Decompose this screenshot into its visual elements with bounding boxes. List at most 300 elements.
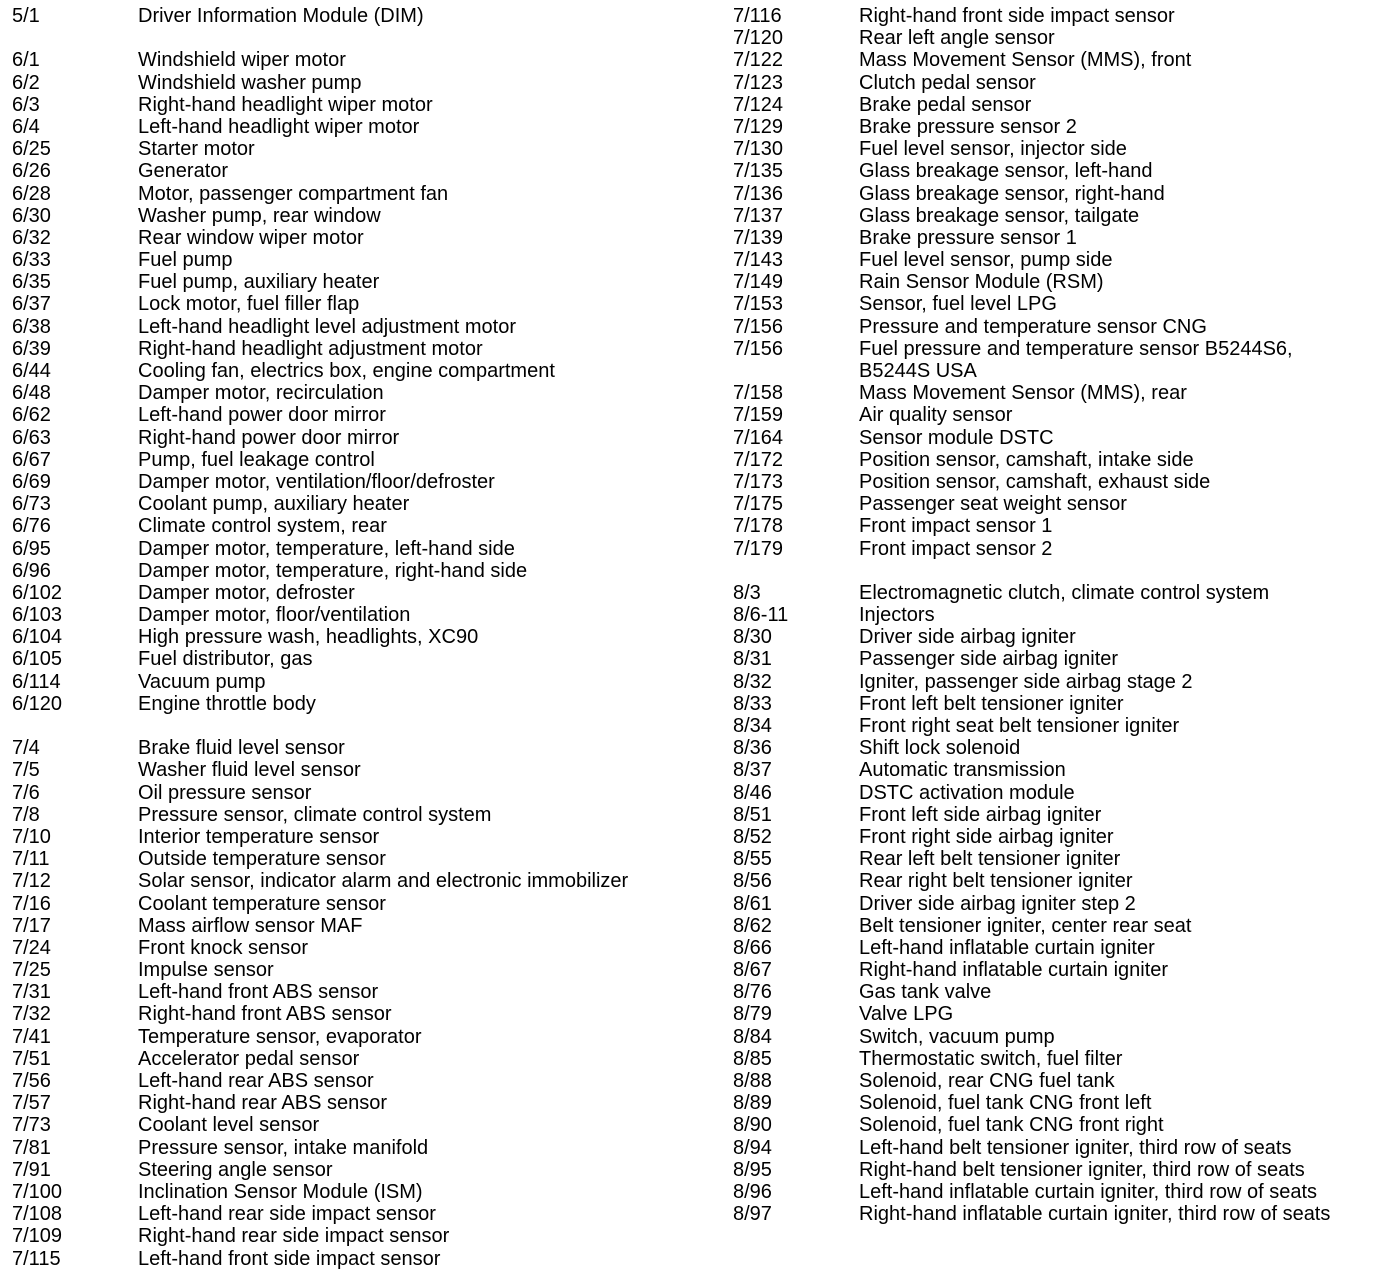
component-row <box>733 1203 1383 1225</box>
section-gap <box>12 27 712 49</box>
component-row <box>12 382 712 404</box>
component-row <box>733 227 1383 249</box>
component-row <box>733 937 1383 959</box>
component-code: 6/26 <box>12 160 51 183</box>
component-code: 7/56 <box>12 1070 51 1092</box>
component-description: Accelerator pedal sensor <box>138 1047 360 1070</box>
component-row <box>733 782 1383 804</box>
component-code: 7/57 <box>12 1092 51 1115</box>
component-description: Damper motor, temperature, left-hand side <box>138 537 515 560</box>
component-row <box>733 538 1383 560</box>
component-code: 7/156 <box>733 337 784 360</box>
component-row <box>733 1114 1383 1136</box>
component-code: 7/123 <box>733 71 784 94</box>
component-row <box>12 1159 712 1181</box>
component-description: Damper motor, defroster <box>138 581 355 604</box>
component-description: Front left belt tensioner igniter <box>859 692 1124 715</box>
component-code: 8/34 <box>733 715 772 738</box>
component-description: Driver side airbag igniter step 2 <box>859 892 1136 915</box>
component-description: Washer fluid level sensor <box>138 759 361 782</box>
component-row <box>733 1092 1383 1114</box>
right-component-list <box>733 5 1383 1225</box>
component-code: 8/31 <box>733 648 772 671</box>
component-description: Glass breakage sensor, tailgate <box>859 204 1140 227</box>
component-row <box>12 1114 712 1136</box>
component-description: Rear window wiper motor <box>138 226 364 249</box>
component-row <box>733 404 1383 426</box>
component-code: 7/137 <box>733 204 784 227</box>
component-description: Lock motor, fuel filler flap <box>138 293 360 316</box>
component-description: Coolant pump, auxiliary heater <box>138 493 410 516</box>
component-description: Passenger side airbag igniter <box>859 648 1119 671</box>
component-description: Right-hand headlight wiper motor <box>138 93 433 116</box>
component-row <box>12 138 712 160</box>
component-description: Right-hand belt tensioner igniter, third row of seats <box>859 1158 1305 1181</box>
component-code: 6/39 <box>12 337 51 360</box>
component-row <box>12 49 712 71</box>
component-row <box>12 1092 712 1114</box>
component-description: Right-hand rear ABS sensor <box>138 1092 388 1115</box>
component-code: 7/4 <box>12 737 40 760</box>
component-row <box>12 94 712 116</box>
component-description: Front left side airbag igniter <box>859 803 1102 826</box>
component-row <box>12 782 712 804</box>
component-code: 6/76 <box>12 515 51 538</box>
component-row <box>733 183 1383 205</box>
component-code: 7/156 <box>733 315 784 338</box>
component-row <box>12 493 712 515</box>
component-row <box>733 72 1383 94</box>
component-code: 8/55 <box>733 848 772 871</box>
component-code: 7/172 <box>733 448 784 471</box>
component-description: Position sensor, camshaft, exhaust side <box>859 470 1211 493</box>
component-row <box>12 981 712 1003</box>
component-row <box>12 360 712 382</box>
component-description: Fuel level sensor, injector side <box>859 138 1127 161</box>
component-code: 5/1 <box>12 5 40 27</box>
component-description: Rain Sensor Module (RSM) <box>859 271 1104 294</box>
component-code: 7/173 <box>733 470 784 493</box>
component-code: 6/67 <box>12 448 51 471</box>
component-description: Rear right belt tensioner igniter <box>859 870 1133 893</box>
component-row <box>12 538 712 560</box>
component-code: 8/56 <box>733 870 772 893</box>
component-code: 6/63 <box>12 426 51 449</box>
component-row <box>733 1159 1383 1181</box>
component-description: Left-hand front ABS sensor <box>138 981 379 1004</box>
component-description: Brake fluid level sensor <box>138 737 345 760</box>
component-row <box>12 1048 712 1070</box>
component-description: Climate control system, rear <box>138 515 387 538</box>
component-code: 7/164 <box>733 426 784 449</box>
component-row <box>12 560 712 582</box>
component-code: 6/1 <box>12 49 40 72</box>
component-row <box>733 160 1383 182</box>
component-description: Right-hand front side impact sensor <box>859 5 1175 27</box>
component-description: Pressure and temperature sensor CNG <box>859 315 1207 338</box>
component-description: Left-hand front side impact sensor <box>138 1247 441 1270</box>
component-code: 6/30 <box>12 204 51 227</box>
component-row <box>733 759 1383 781</box>
component-code: 6/104 <box>12 626 63 649</box>
component-row <box>733 870 1383 892</box>
component-row <box>733 316 1383 338</box>
component-code: 8/52 <box>733 825 772 848</box>
component-row <box>733 893 1383 915</box>
component-description: Engine throttle body <box>138 692 316 715</box>
component-description: Starter motor <box>138 138 255 161</box>
component-row <box>12 1026 712 1048</box>
component-code: 8/90 <box>733 1114 772 1137</box>
component-code: 8/62 <box>733 914 772 937</box>
component-description: Mass airflow sensor MAF <box>138 914 363 937</box>
component-description: DSTC activation module <box>859 781 1075 804</box>
component-code: 7/149 <box>733 271 784 294</box>
component-code: 8/3 <box>733 581 761 604</box>
component-row <box>12 959 712 981</box>
component-row <box>12 737 712 759</box>
component-row <box>733 1070 1383 1092</box>
component-code: 8/88 <box>733 1070 772 1093</box>
component-row <box>12 449 712 471</box>
component-code: 7/178 <box>733 515 784 538</box>
component-description: Brake pressure sensor 2 <box>859 115 1077 138</box>
component-row <box>733 27 1383 49</box>
component-row <box>12 249 712 271</box>
component-code: 6/73 <box>12 493 51 516</box>
component-code: 7/16 <box>12 892 51 915</box>
component-description: Belt tensioner igniter, center rear seat <box>859 914 1192 937</box>
component-code: 7/8 <box>12 803 40 826</box>
component-description: Fuel pump, auxiliary heater <box>138 271 380 294</box>
component-code: 7/158 <box>733 382 784 405</box>
component-description: Washer pump, rear window <box>138 204 381 227</box>
component-description: Right-hand front ABS sensor <box>138 1003 392 1026</box>
component-row <box>12 848 712 870</box>
component-code: 6/37 <box>12 293 51 316</box>
component-code: 8/36 <box>733 737 772 760</box>
component-code: 7/136 <box>733 182 784 205</box>
component-description: Oil pressure sensor <box>138 781 312 804</box>
component-description: Inclination Sensor Module (ISM) <box>138 1180 423 1203</box>
component-description: Generator <box>138 160 229 183</box>
component-code: 7/135 <box>733 160 784 183</box>
component-code: 8/79 <box>733 1003 772 1026</box>
component-description: Cooling fan, electrics box, engine compartment <box>138 360 555 382</box>
component-row <box>733 981 1383 1003</box>
component-code: 7/51 <box>12 1047 51 1070</box>
component-code: 7/100 <box>12 1180 63 1203</box>
component-code: 8/32 <box>733 670 772 693</box>
component-code: 6/96 <box>12 559 51 582</box>
component-description: Clutch pedal sensor <box>859 71 1036 94</box>
component-code: 7/116 <box>733 5 782 27</box>
component-code: 7/6 <box>12 781 40 804</box>
component-code: 8/89 <box>733 1092 772 1115</box>
component-code: 7/175 <box>733 493 784 516</box>
component-description: Outside temperature sensor <box>138 848 386 871</box>
component-code: 8/66 <box>733 936 772 959</box>
component-description: Damper motor, ventilation/floor/defroster <box>138 470 495 493</box>
component-description: Impulse sensor <box>138 959 274 982</box>
component-row <box>12 293 712 315</box>
component-code: 7/159 <box>733 404 784 427</box>
component-code: 6/25 <box>12 138 51 161</box>
component-description: Igniter, passenger side airbag stage 2 <box>859 670 1193 693</box>
component-description: Sensor module DSTC <box>859 426 1054 449</box>
component-row <box>733 715 1383 737</box>
component-description: Driver Information Module (DIM) <box>138 5 424 27</box>
component-row <box>733 1003 1383 1025</box>
component-row <box>733 116 1383 138</box>
component-description: Windshield washer pump <box>138 71 362 94</box>
component-code: 7/25 <box>12 959 51 982</box>
component-code: 8/37 <box>733 759 772 782</box>
component-description: Interior temperature sensor <box>138 825 380 848</box>
component-row <box>733 1137 1383 1159</box>
component-description: Left-hand headlight level adjustment motor <box>138 315 517 338</box>
component-code: 6/32 <box>12 226 51 249</box>
component-row <box>12 515 712 537</box>
component-row <box>12 160 712 182</box>
component-code: 7/17 <box>12 914 51 937</box>
component-code: 8/95 <box>733 1158 772 1181</box>
component-row <box>733 515 1383 537</box>
component-row <box>12 604 712 626</box>
component-description: Left-hand rear side impact sensor <box>138 1203 436 1226</box>
component-description: Brake pressure sensor 1 <box>859 226 1077 249</box>
component-row <box>12 804 712 826</box>
component-description: Driver side airbag igniter <box>859 626 1076 649</box>
component-description: Front right side airbag igniter <box>859 825 1114 848</box>
component-code: 7/41 <box>12 1025 51 1048</box>
component-code: 6/62 <box>12 404 51 427</box>
component-description: Right-hand rear side impact sensor <box>138 1225 450 1248</box>
component-code: 8/97 <box>733 1203 772 1226</box>
component-code: 8/33 <box>733 692 772 715</box>
component-row <box>733 915 1383 937</box>
component-row <box>733 271 1383 293</box>
component-row <box>12 72 712 94</box>
component-code: 7/12 <box>12 870 51 893</box>
component-code: 7/81 <box>12 1136 51 1159</box>
component-row <box>12 870 712 892</box>
component-description: Windshield wiper motor <box>138 49 346 72</box>
component-row <box>12 582 712 604</box>
component-row <box>12 427 712 449</box>
component-row <box>733 94 1383 116</box>
component-row <box>733 471 1383 493</box>
component-row <box>733 582 1383 604</box>
component-description: Switch, vacuum pump <box>859 1025 1055 1048</box>
component-code: 7/115 <box>12 1247 61 1270</box>
component-code: 6/114 <box>12 670 61 693</box>
component-code: 7/24 <box>12 936 51 959</box>
component-row <box>733 338 1383 382</box>
component-row <box>12 693 712 715</box>
component-description: Solenoid, fuel tank CNG front left <box>859 1092 1152 1115</box>
component-description: Left-hand belt tensioner igniter, third row of seats <box>859 1136 1292 1159</box>
component-description: Rear left angle sensor <box>859 27 1055 50</box>
component-description: Shift lock solenoid <box>859 737 1021 760</box>
component-description: Brake pedal sensor <box>859 93 1032 116</box>
component-row <box>12 5 712 27</box>
component-description: Coolant temperature sensor <box>138 892 386 915</box>
component-description: Front right seat belt tensioner igniter <box>859 715 1180 738</box>
component-description: Fuel distributor, gas <box>138 648 313 671</box>
component-code: 7/130 <box>733 138 784 161</box>
component-code: 7/139 <box>733 226 784 249</box>
component-code: 6/103 <box>12 604 63 627</box>
component-code: 8/30 <box>733 626 772 649</box>
component-description: Electromagnetic clutch, climate control system <box>859 581 1270 604</box>
component-row <box>733 382 1383 404</box>
component-row <box>12 183 712 205</box>
component-code: 7/122 <box>733 49 784 72</box>
component-description: Solar sensor, indicator alarm and electronic immobilizer <box>138 870 629 893</box>
component-description: Left-hand headlight wiper motor <box>138 115 420 138</box>
component-row <box>733 848 1383 870</box>
component-code: 8/84 <box>733 1025 772 1048</box>
component-row <box>12 227 712 249</box>
component-code: 8/61 <box>733 892 772 915</box>
component-row <box>12 915 712 937</box>
component-row <box>12 937 712 959</box>
component-description: Rear left belt tensioner igniter <box>859 848 1121 871</box>
component-code: 6/105 <box>12 648 63 671</box>
component-code: 7/108 <box>12 1203 63 1226</box>
component-row <box>733 427 1383 449</box>
component-description: Sensor, fuel level LPG <box>859 293 1057 316</box>
component-row <box>733 5 1383 27</box>
component-code: 8/67 <box>733 959 772 982</box>
component-code: 7/179 <box>733 537 784 560</box>
component-row <box>733 449 1383 471</box>
component-description: Left-hand inflatable curtain igniter <box>859 936 1155 959</box>
component-row <box>12 1181 712 1203</box>
component-code: 6/120 <box>12 692 63 715</box>
component-row <box>733 205 1383 227</box>
component-description: Automatic transmission <box>859 759 1066 782</box>
component-code: 7/91 <box>12 1158 51 1181</box>
component-code: 7/31 <box>12 981 51 1004</box>
component-row <box>12 1248 712 1270</box>
component-row <box>733 626 1383 648</box>
section-gap <box>12 715 712 737</box>
component-code: 8/6-11 <box>733 604 789 627</box>
component-code: 7/129 <box>733 115 784 138</box>
component-code: 6/69 <box>12 470 51 493</box>
component-code: 6/3 <box>12 93 40 116</box>
component-code: 8/94 <box>733 1136 772 1159</box>
component-row <box>12 626 712 648</box>
component-description: Coolant level sensor <box>138 1114 320 1137</box>
section-gap <box>733 560 1383 582</box>
component-code: 7/10 <box>12 825 51 848</box>
component-description: Mass Movement Sensor (MMS), rear <box>859 382 1187 405</box>
component-row <box>12 1203 712 1225</box>
component-description: Gas tank valve <box>859 981 992 1004</box>
component-description: Fuel pressure and temperature sensor B5244S6, B5244S USA <box>859 337 1293 383</box>
component-description: Glass breakage sensor, left-hand <box>859 160 1153 183</box>
component-row <box>733 1048 1383 1070</box>
component-code: 7/32 <box>12 1003 51 1026</box>
component-row <box>733 693 1383 715</box>
component-description: Temperature sensor, evaporator <box>138 1025 422 1048</box>
component-row <box>12 1070 712 1092</box>
component-description: Injectors <box>859 604 935 627</box>
component-row <box>12 271 712 293</box>
component-code: 8/96 <box>733 1180 772 1203</box>
component-description: Left-hand inflatable curtain igniter, third row of seats <box>859 1180 1318 1203</box>
component-row <box>733 826 1383 848</box>
component-description: Passenger seat weight sensor <box>859 493 1127 516</box>
component-code: 7/153 <box>733 293 784 316</box>
component-description: Pressure sensor, intake manifold <box>138 1136 429 1159</box>
component-row <box>733 249 1383 271</box>
component-description: Position sensor, camshaft, intake side <box>859 448 1194 471</box>
component-description: Solenoid, fuel tank CNG front right <box>859 1114 1164 1137</box>
component-description: Glass breakage sensor, right-hand <box>859 182 1165 205</box>
component-code: 6/2 <box>12 71 40 94</box>
component-description: Fuel pump <box>138 249 233 272</box>
component-row <box>733 804 1383 826</box>
component-description: Pressure sensor, climate control system <box>138 803 492 826</box>
component-code: 7/109 <box>12 1225 63 1248</box>
component-description: Damper motor, recirculation <box>138 382 384 405</box>
component-description: Damper motor, temperature, right-hand side <box>138 559 528 582</box>
component-row <box>12 759 712 781</box>
component-row <box>12 671 712 693</box>
component-code: 8/85 <box>733 1047 772 1070</box>
component-row <box>12 316 712 338</box>
component-description: Thermostatic switch, fuel filter <box>859 1047 1123 1070</box>
component-row <box>12 826 712 848</box>
component-code: 6/33 <box>12 249 51 272</box>
component-description: Mass Movement Sensor (MMS), front <box>859 49 1192 72</box>
component-row <box>12 893 712 915</box>
component-description: Steering angle sensor <box>138 1158 333 1181</box>
component-description: Valve LPG <box>859 1003 954 1026</box>
component-code: 6/4 <box>12 115 40 138</box>
component-description: Damper motor, floor/ventilation <box>138 604 411 627</box>
component-description: Right-hand power door mirror <box>138 426 400 449</box>
component-code: 7/11 <box>12 848 50 871</box>
component-description: Pump, fuel leakage control <box>138 448 375 471</box>
component-code: 8/76 <box>733 981 772 1004</box>
component-row <box>12 1003 712 1025</box>
component-code: 7/143 <box>733 249 784 272</box>
component-row <box>733 648 1383 670</box>
component-code: 6/35 <box>12 271 51 294</box>
component-row <box>733 138 1383 160</box>
left-component-list <box>12 5 712 1270</box>
component-row <box>12 205 712 227</box>
component-row <box>12 471 712 493</box>
component-row <box>733 493 1383 515</box>
component-description: Right-hand inflatable curtain igniter, third row of seats <box>859 1203 1331 1226</box>
component-description: Front impact sensor 2 <box>859 537 1053 560</box>
component-row <box>733 604 1383 626</box>
component-description: Air quality sensor <box>859 404 1013 427</box>
component-row <box>12 404 712 426</box>
component-description: High pressure wash, headlights, XC90 <box>138 626 479 649</box>
component-description: Left-hand power door mirror <box>138 404 386 427</box>
component-code: 6/38 <box>12 315 51 338</box>
component-row <box>12 338 712 360</box>
component-code: 6/44 <box>12 360 51 382</box>
component-code: 7/73 <box>12 1114 51 1137</box>
